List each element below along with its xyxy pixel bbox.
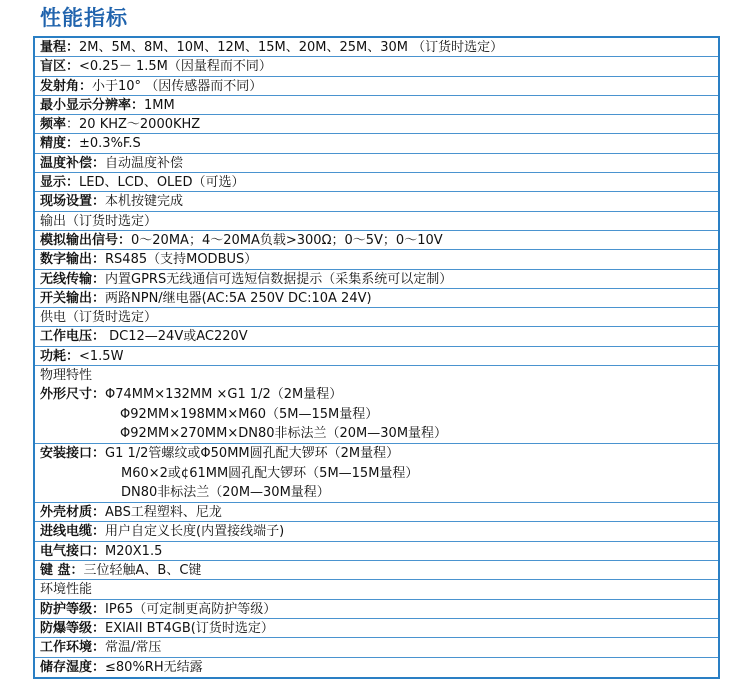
spec-key: 发射角： [40,78,93,94]
spec-key: 显示： [40,175,80,191]
spec-row-install [35,444,718,503]
spec-key: 工作电压： [40,329,106,345]
spec-key: 精度： [40,136,80,152]
spec-value: M20X1.5 [105,543,163,559]
spec-key: 安装接口： [40,446,106,462]
spec-key: 功耗： [40,348,80,364]
spec-row [35,619,718,638]
spec-key: 工作环境： [40,640,106,656]
spec-key: 模拟输出信号： [40,232,132,248]
spec-key: 防爆等级： [40,620,106,636]
spec-key: 外壳材质： [40,505,106,521]
spec-row [35,503,718,522]
spec-row [35,638,718,657]
section-heading: 物理特性 [40,368,93,384]
spec-row [35,173,718,192]
section-heading-row [35,308,718,327]
spec-row [35,154,718,173]
spec-value: 常温/常压 [105,640,162,656]
spec-row [35,522,718,541]
spec-key: 现场设置： [40,194,106,210]
spec-key: 最小显示分辨率： [40,97,145,113]
spec-value: Φ92MM×198MM×M60（5M—15M量程） [120,406,379,422]
spec-value: 三位轻触A、B、C键 [83,563,202,579]
spec-row [35,96,718,115]
spec-value: 2M、5M、8M、10M、12M、15M、20M、25M、30M （订货时选定） [79,40,504,55]
spec-value: LED、LCD、OLED（可选） [79,175,245,191]
spec-key: 电气接口： [40,543,106,559]
spec-key: 储存湿度： [40,659,106,675]
spec-row [35,347,718,366]
spec-row [35,250,718,269]
spec-value: 用户自定义长度(内置接线端子) [105,524,285,540]
spec-value: 1MM [144,97,175,113]
spec-value: IP65（可定制更高防护等级） [105,601,277,617]
spec-key: 外形尺寸： [40,387,106,403]
spec-row [35,57,718,76]
spec-key: 开关输出： [40,290,106,306]
section-heading: 供电（订货时选定） [40,310,158,326]
spec-key: 频率 [40,117,67,133]
spec-row [35,270,718,289]
spec-row [35,561,718,580]
spec-key: 数字输出： [40,252,106,268]
spec-value: G1 1/2管螺纹或Φ50MM圆孔配大锣环（2M量程） [105,446,400,462]
spec-row [35,134,718,153]
spec-row [35,115,718,134]
spec-value: DN80非标法兰（20M—30M量程） [121,484,330,500]
spec-value: ±0.3%F.S [79,136,141,152]
spec-value: ≤80%RH无结露 [105,659,203,675]
spec-value: DC12—24V或AC220V [105,329,248,345]
page-title: 性能指标 [40,6,128,30]
spec-key: 盲区： [40,59,80,75]
spec-row [35,289,718,308]
spec-value: 小于10° （因传感器而不同） [92,78,263,94]
spec-row [35,38,718,57]
spec-value: ：20 KHZ～2000KHZ [66,117,201,133]
spec-key: 量程： [40,40,80,55]
section-heading-row [35,212,718,231]
section-heading: 环境性能 [40,582,93,598]
spec-value: 两路NPN/继电器(AC:5A 250V DC:10A 24V) [105,290,372,306]
section-heading-row [35,580,718,599]
spec-key: 无线传输： [40,271,106,287]
section-heading-row [35,366,718,385]
spec-row [35,77,718,96]
spec-row [35,192,718,211]
spec-value: EXIAII BT4GB(订货时选定） [105,620,274,636]
spec-table [33,36,720,679]
spec-value: <1.5W [79,348,124,364]
spec-value: RS485（支持MODBUS） [105,252,258,268]
spec-key: 防护等级： [40,601,106,617]
spec-key: 温度补偿： [40,155,106,171]
spec-value: 本机按键完成 [105,194,184,210]
spec-row [35,231,718,250]
spec-value: 自动温度补偿 [105,155,184,171]
spec-value: 0～20MA；4～20MA负载>300Ω；0～5V；0～10V [131,232,443,248]
spec-row [35,542,718,561]
section-heading: 输出（订货时选定） [40,213,158,229]
spec-value: M60×2或¢61MM圆孔配大锣环（5M—15M量程） [121,465,419,481]
spec-row [35,327,718,346]
spec-row-dimensions [35,385,718,444]
spec-value: ABS工程塑料、尼龙 [105,505,222,521]
spec-value: Φ74MM×132MM ×G1 1/2（2M量程） [105,387,343,403]
spec-row [35,600,718,619]
spec-key: 键 盘： [40,563,84,579]
spec-row [35,658,718,677]
spec-key: 进线电缆： [40,524,106,540]
spec-value: 内置GPRS无线通信可选短信数据提示（采集系统可以定制） [105,271,453,287]
spec-value: Φ92MM×270MM×DN80非标法兰（20M—30M量程） [120,425,448,441]
spec-value: <0.25－ 1.5M（因量程而不同） [79,59,272,75]
